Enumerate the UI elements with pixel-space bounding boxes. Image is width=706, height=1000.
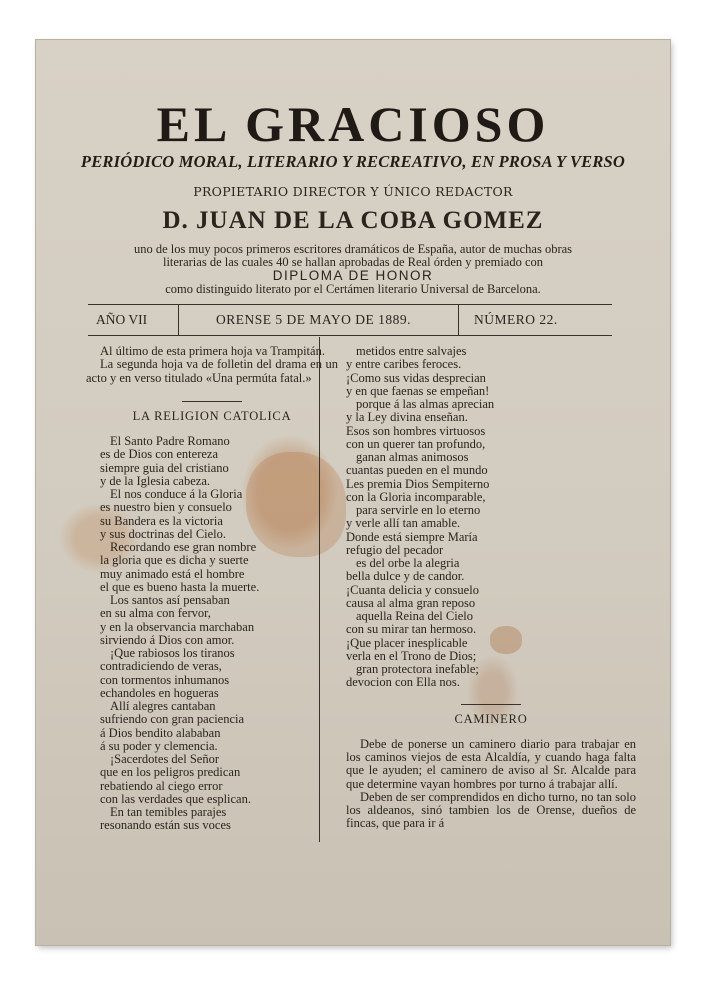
verse-line: y sus doctrinas del Cielo. (100, 526, 227, 541)
caminero-paragraph: Deben de ser comprendidos en dicho turno, no tan solo los aldeanos, sinó tambien los de Orense, dueños de fincas, que para ir á (346, 789, 636, 831)
caminero-paragraph: Debe de ponerse un caminero diario para trabajar en los caminos viejos de esta Alcaldía, y cuando haga falta que le ayuden; el caminero de aviso al Sr. Alcalde para que determine vayan hombres por turno á trabajar allí. (346, 736, 636, 791)
newspaper-subtitle: PERIÓDICO MORAL, LITERARIO Y RECREATIVO, EN PROSA Y VERSO (80, 152, 626, 171)
intro-paragraph: La segunda hoja va de folletin del drama en un acto y en verso titulado «Una permúta fatal.» (86, 357, 338, 385)
bio-line: literarias de las cuales 40 se hallan aprobadas de Real órden y premiado con (162, 255, 544, 269)
verse-line: muy animado está el hombre (100, 566, 245, 581)
heading-rule (182, 401, 242, 402)
verse-line: ¡Como sus vidas desprecian (346, 370, 486, 385)
verse-line: El nos conduce á la Gloria (110, 487, 243, 501)
verse-line: que en los peligros predican (100, 765, 241, 780)
verse-line: contradiciendo de veras, (100, 659, 222, 674)
dateline-bar (88, 304, 612, 336)
right-column (346, 345, 636, 831)
newspaper-title: EL GRACIOSO (156, 96, 550, 152)
newspaper-page (36, 40, 670, 945)
heading-rule (461, 704, 521, 705)
verse-line: ¡Sacerdotes del Señor (110, 752, 219, 766)
verse-line: es del orbe la alegria (356, 556, 460, 570)
verse-line: rebatiendo al ciego error (100, 778, 223, 793)
verse-line: Recordando ese gran nombre (110, 540, 257, 554)
verse-line: sirviendo á Dios con amor. (100, 632, 235, 647)
verse-line: para servirle en lo eterno (356, 503, 481, 517)
verse-line: metidos entre salvajes (356, 344, 467, 358)
verse-line: Donde está siempre María (346, 529, 478, 544)
verse-line: gran protectora inefable; (356, 662, 479, 676)
owner-role: PROPIETARIO DIRECTOR Y ÚNICO REDACTOR (193, 184, 513, 199)
section-heading-caminero (346, 704, 636, 726)
issue-year: AÑO VII (96, 312, 148, 327)
verse-line: con las verdades que esplican. (100, 791, 251, 806)
intro-paragraph: Al último de esta primera hoja va Trampitán. (100, 344, 325, 358)
verse-line: con la Gloria incomparable, (346, 489, 486, 504)
verse-line: ¡Que rabiosos los tiranos (110, 646, 235, 660)
verse-line: Los santos así pensaban (110, 593, 230, 607)
verse-line: devocion con Ella nos. (346, 675, 460, 690)
verse-line: y de la Iglesia cabeza. (100, 473, 211, 488)
verse-line: á Dios bendito alababan (100, 725, 221, 740)
verse-line: en su alma con fervor, (100, 606, 211, 621)
section-title: LA RELIGION CATOLICA (132, 408, 292, 423)
poem-verses (86, 435, 338, 833)
verse-line: Allí alegres cantaban (110, 699, 216, 713)
verse-line: el que es bueno hasta la muerte. (100, 579, 260, 594)
section-title: CAMINERO (454, 711, 528, 726)
verse-line: porque á las almas aprecian (356, 397, 495, 411)
verse-line: es nuestro bien y consuelo (100, 500, 232, 515)
bio-line: como distinguido literato por el Certámen literario Universal de Barcelona. (165, 282, 541, 296)
section-heading-religion (86, 401, 338, 423)
verse-line: y entre caribes feroces. (346, 357, 462, 372)
owner-name: D. JUAN DE LA COBA GOMEZ (162, 207, 544, 234)
verse-line: aquella Reina del Cielo (356, 609, 473, 623)
left-column (86, 345, 338, 833)
owner-bio (36, 243, 670, 296)
verse-line: echandoles en hogueras (100, 685, 219, 700)
verse-line: su Bandera es la victoria (100, 513, 223, 528)
verse-line: ¡Que placer inesplicable (346, 635, 468, 650)
verse-line: con tormentos inhumanos (100, 672, 230, 687)
verse-line: y verle allí tan amable. (346, 516, 461, 531)
verse-line: ganan almas animosos (356, 450, 469, 464)
verse-line: bella dulce y de candor. (346, 569, 465, 584)
verse-line: cuantas pueden en el mundo (346, 463, 488, 478)
masthead (36, 98, 670, 296)
verse-line: El Santo Padre Romano (110, 434, 230, 448)
verse-line: causa al alma gran reposo (346, 595, 476, 610)
issue-place-date: ORENSE 5 DE MAYO DE 1889. (216, 312, 412, 327)
verse-line: Les premia Dios Sempiterno (346, 476, 490, 491)
dateline-divider (458, 305, 459, 335)
verse-line: verla en el Trono de Dios; (346, 648, 477, 663)
verse-line: resonando están sus voces (100, 818, 231, 833)
verse-line: En tan temibles parajes (110, 805, 227, 819)
verse-line: y en la observancia marchaban (100, 619, 255, 634)
bio-line: uno de los muy pocos primeros escritores dramáticos de España, autor de muchas obras (133, 242, 573, 256)
verse-line: sufriendo con gran paciencia (100, 712, 245, 727)
issue-number: NÚMERO 22. (474, 312, 558, 327)
verse-line: ¡Cuanta delicia y consuelo (346, 582, 479, 597)
verse-line: con un querer tan profundo, (346, 436, 486, 451)
verse-line: y en que faenas se empeñan! (346, 383, 490, 398)
verse-line: con su mirar tan hermoso. (346, 622, 477, 637)
verse-line: refugio del pecador (346, 542, 444, 557)
verse-line: á su poder y clemencia. (100, 738, 218, 753)
verse-line: y la Ley divina enseñan. (346, 410, 468, 425)
verse-line: la gloria que es dicha y suerte (100, 553, 249, 568)
poem-verses-continued (346, 345, 636, 690)
verse-line: es de Dios con entereza (100, 447, 218, 462)
verse-line: Esos son hombres virtuosos (346, 423, 486, 438)
verse-line: siempre guia del cristiano (100, 460, 229, 475)
diploma-line: DIPLOMA DE HONOR (272, 268, 434, 283)
dateline-divider (178, 305, 179, 335)
